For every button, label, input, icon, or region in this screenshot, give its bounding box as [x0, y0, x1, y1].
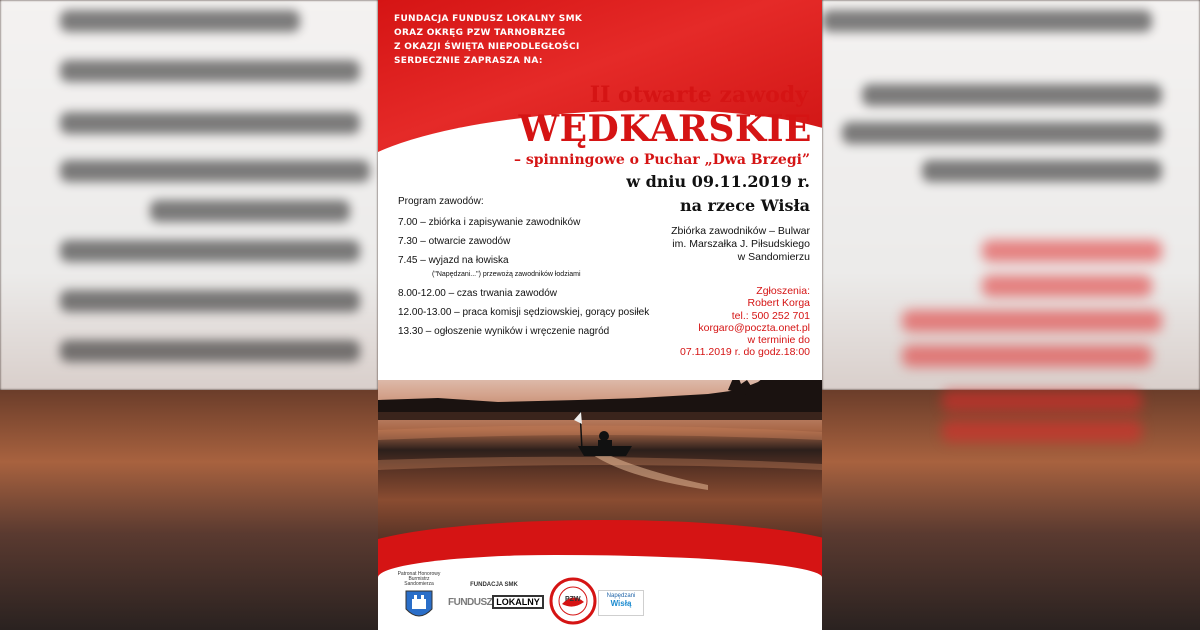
- meeting-line-1: Zbiórka zawodników – Bulwar: [671, 225, 810, 237]
- deadline-line-1: w terminie do: [747, 334, 810, 347]
- patron-logo: [396, 572, 442, 628]
- organizer-line-3: Z OKAZJI ŚWIĘTA NIEPODLEGŁOŚCI: [394, 42, 580, 52]
- organizer-line-1: FUNDACJA FUNDUSZ LOKALNY SMK: [394, 14, 583, 24]
- contact-heading: Zgłoszenia:: [756, 285, 810, 297]
- event-date: w dniu 09.11.2019 r.: [626, 172, 810, 191]
- event-place: na rzece Wisła: [679, 196, 810, 215]
- organizers-block: [394, 12, 582, 68]
- title-subtitle: – spinningowe o Puchar „Dwa Brzegi”: [513, 152, 810, 168]
- wisla-label: Wisłą: [610, 599, 632, 608]
- fund-box-label: LOKALNY: [492, 595, 544, 609]
- program-item: 13.30 – ogłoszenie wyników i wręczenie nagród: [398, 326, 610, 337]
- fundusz-lokalny-logo: [448, 582, 540, 610]
- contact-name: Robert Korga: [747, 297, 810, 310]
- contact-phone: tel.: 500 252 701: [731, 309, 810, 322]
- organizer-line-4: SERDECZNIE ZAPRASZA NA:: [394, 56, 543, 66]
- meeting-line-2: im. Marszałka J. Piłsudskiego: [672, 238, 810, 250]
- fund-small-label: FUNDACJA SMK: [470, 582, 518, 588]
- blurred-background-left: [0, 0, 378, 630]
- fund-big-label: FUNDUSZ: [448, 597, 493, 608]
- blurred-background-right: [822, 0, 1200, 630]
- program-note: ("Napędzani...") przewożą zawodników łodziami: [432, 271, 581, 278]
- meeting-line-3: w Sandomierzu: [737, 251, 810, 263]
- pzw-label: PZW: [565, 596, 581, 603]
- napedzani-label: Napędzani: [606, 593, 636, 599]
- program-heading: Program zawodów:: [398, 196, 484, 207]
- title-line-1: II otwarte zawody: [589, 82, 808, 108]
- patron-label: Patronat Honorowy Burmistrz Sandomierza: [397, 571, 441, 587]
- title-main: WĘDKARSKIE: [518, 108, 812, 150]
- deadline-line-2: 07.11.2019 r. do godz.18:00: [680, 346, 810, 359]
- program-item: 7.45 – wyjazd na łowiska: [398, 255, 509, 266]
- meeting-point: [378, 225, 810, 264]
- contact-email[interactable]: korgaro@poczta.onet.pl: [698, 321, 810, 334]
- napedzani-wisla-logo: [598, 590, 644, 616]
- program-item: 12.00-13.00 – praca komisji sędziowskiej, gorący posiłek: [398, 307, 650, 318]
- contact-block: [378, 285, 810, 359]
- program-item: 7.00 – zbiórka i zapisywanie zawodników: [398, 217, 581, 228]
- pzw-logo: [548, 576, 598, 630]
- sponsor-logos: [378, 570, 822, 630]
- organizer-line-2: ORAZ OKRĘG PZW TARNOBRZEG: [394, 28, 566, 38]
- program-item: 8.00-12.00 – czas trwania zawodów: [398, 288, 557, 299]
- program-item: 7.30 – otwarcie zawodów: [398, 236, 511, 247]
- coat-of-arms-icon: [404, 589, 434, 623]
- poster: [378, 0, 822, 630]
- boat-illustration: [574, 410, 644, 460]
